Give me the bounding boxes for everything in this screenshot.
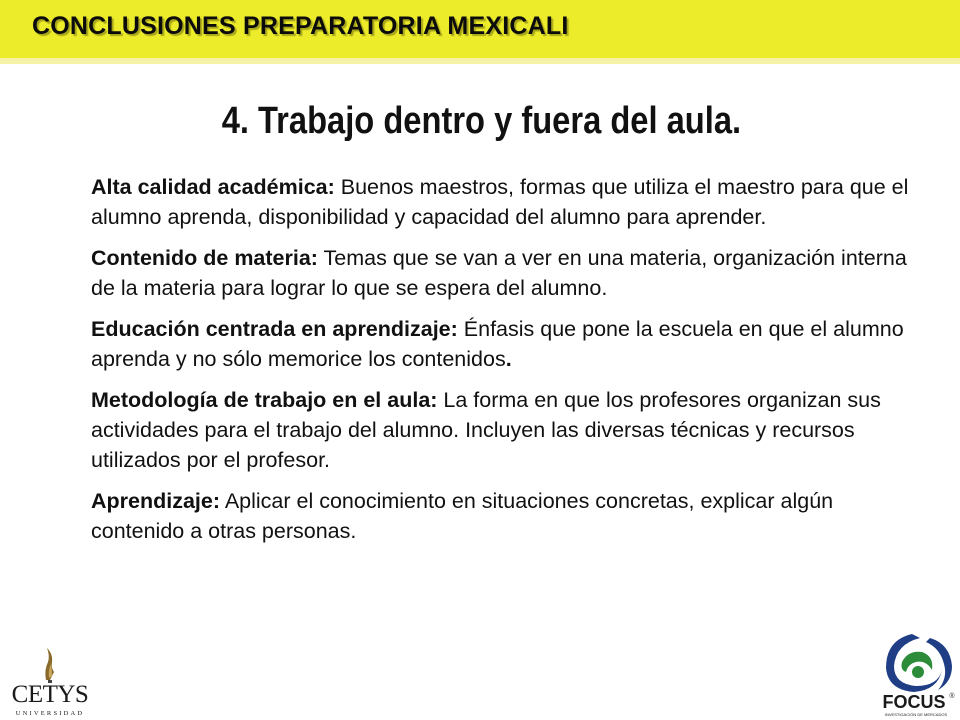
header-underline: [0, 58, 960, 64]
focus-logo: [872, 626, 960, 720]
focus-subtitle: INVESTIGACIÓN DE MERCADOS: [884, 712, 948, 717]
cetys-wordmark: CETYS: [11, 681, 89, 708]
list-item: [91, 385, 916, 475]
focus-swirl-icon: [886, 634, 952, 692]
item-term: Educación centrada en aprendizaje:: [91, 317, 458, 341]
item-text: Temas que se van a ver en una materia, organización interna de la materia para lograr lo que se espera del alumno.: [91, 246, 907, 300]
item-term: Metodología de trabajo en el aula:: [91, 388, 438, 412]
item-term: Alta calidad académica:: [91, 175, 335, 199]
list-item: [91, 486, 916, 546]
cetys-subtitle: UNIVERSIDAD: [15, 710, 85, 717]
header-title: CONCLUSIONES PREPARATORIA MEXICALI: [32, 12, 569, 40]
item-tail: .: [505, 347, 512, 371]
list-item: [91, 172, 916, 232]
list-item: [91, 314, 916, 374]
list-item: [91, 243, 916, 303]
cetys-logo: [0, 640, 100, 720]
item-text: Aplicar el conocimiento en situaciones concretas, explicar algún contenido a otras personas.: [91, 489, 834, 543]
slide-title: 4. Trabajo dentro y fuera del aula.: [221, 100, 742, 142]
focus-registered-mark: ®: [949, 693, 955, 700]
item-text: Énfasis que pone la escuela en que el alumno aprenda y no sólo memorice los contenidos: [91, 317, 904, 371]
item-text: La forma en que los profesores organizan sus actividades para el trabajo del alumno. Incluyen las diversas técnicas y recursos utilizados por el profesor.: [91, 388, 881, 472]
content-list: [91, 172, 916, 557]
item-term: Aprendizaje:: [91, 489, 221, 513]
item-term: Contenido de materia:: [91, 246, 318, 270]
torch-icon: [45, 648, 54, 683]
focus-wordmark: FOCUS: [882, 692, 946, 712]
item-text: Buenos maestros, formas que utiliza el maestro para que el alumno aprenda, disponibilidad y capacidad del alumno para aprender.: [91, 175, 909, 229]
